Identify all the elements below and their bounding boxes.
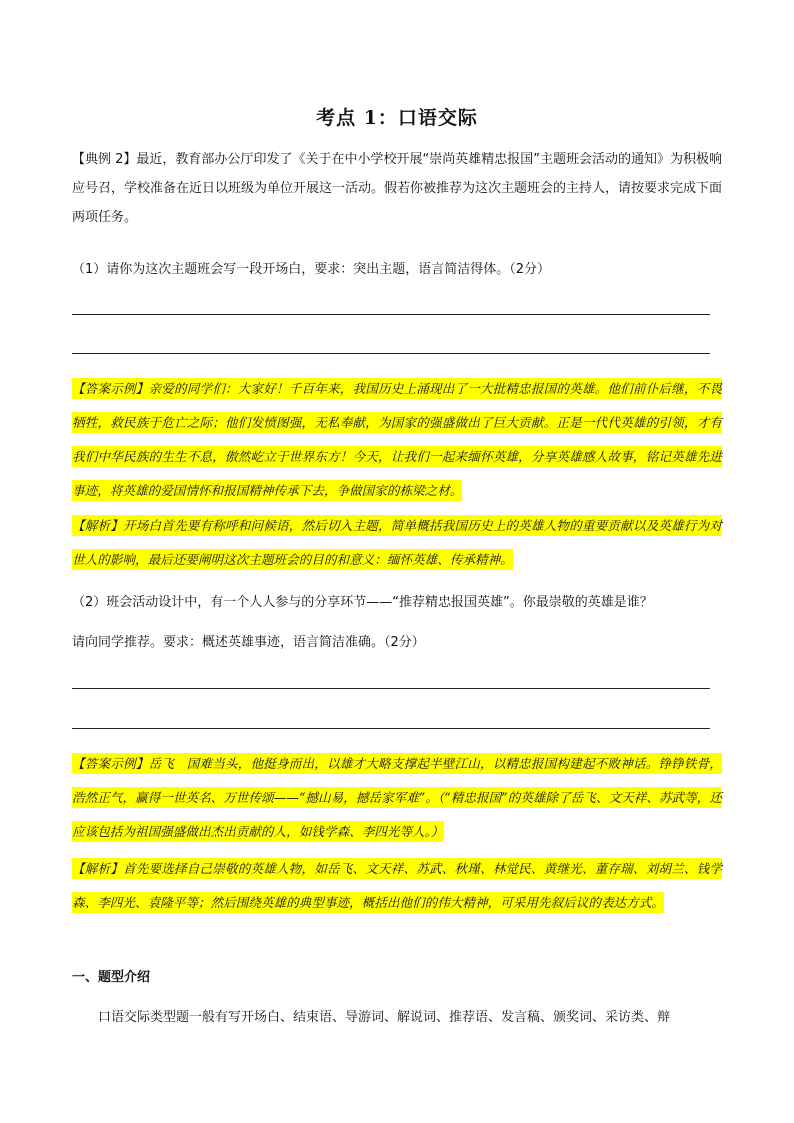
section-intro-text: 口语交际类型题一般有写开场白、结束语、导游词、解说词、推荐语、发言稿、颁奖词、采访类、辩 bbox=[98, 1010, 671, 1025]
answer-sample-2 bbox=[72, 747, 722, 849]
analysis-1 bbox=[72, 509, 722, 577]
example-intro: 【典例 2】最近，教育部办公厅印发了《关于在中小学校开展“崇尚英雄精忠报国”主题班会活动的通知》为积极响应号召，学校准备在近日以班级为单位开展这一活动。假若你被推荐为这次主题班会的主持人，请按要求完成下面两项任务。 bbox=[72, 152, 723, 225]
highlighted-text: 【解析】首先要选择自己崇敬的英雄人物，如岳飞、文天祥、苏武、秋瑾、林觉民、黄继光、董存瑞、刘胡兰、钱学森、李四光、袁隆平等；然后围绕英雄的典型事迹，概括出他们的伟大精神，可采用先叙后议的表达方式。 bbox=[72, 858, 722, 913]
answer-line bbox=[72, 314, 710, 315]
page-title: 考点 1：口语交际 bbox=[316, 107, 478, 129]
answer-sample-1 bbox=[72, 372, 722, 508]
question-2-line-2: 请向同学推荐。要求：概述英雄事迹，语言简洁准确。（2分） bbox=[72, 635, 425, 650]
answer-line bbox=[72, 353, 710, 354]
highlighted-text: 【解析】开场白首先要有称呼和问候语，然后切入主题，简单概括我国历史上的英雄人物的重要贡献以及英雄行为对世人的影响，最后还要阐明这次主题班会的目的和意义：缅怀英雄、传承精神。 bbox=[72, 515, 722, 570]
highlighted-text: 【答案示例】岳飞 国难当头，他挺身而出，以雄才大略支撑起半壁江山，以精忠报国构建起不败神话。铮铮铁骨，浩然正气，赢得一世英名、万世传颂——“撼山易，撼岳家军难”。（“精忠报国”的英雄除了岳飞、文天祥、苏武等，还应该包括为祖国强盛做出杰出贡献的人，如钱学森、李四光等人。） bbox=[72, 753, 722, 842]
question-2-line-1: （2）班会活动设计中，有一个人人参与的分享环节——“推荐精忠报国英雄”。你最崇敬的英雄是谁？ bbox=[72, 595, 653, 610]
analysis-2 bbox=[72, 852, 722, 920]
question-1: （1）请你为这次主题班会写一段开场白，要求：突出主题，语言简洁得体。（2分） bbox=[72, 262, 551, 277]
answer-line bbox=[72, 728, 710, 729]
section-heading: 一、题型介绍 bbox=[72, 970, 151, 985]
answer-line bbox=[72, 688, 710, 689]
highlighted-text: 【答案示例】亲爱的同学们：大家好！千百年来，我国历史上涌现出了一大批精忠报国的英雄。他们前仆后继，不畏牺牲，救民族于危亡之际；他们发愤图强，无私奉献，为国家的强盛做出了巨大贡献。正是一代代英雄的引领，才有我们中华民族的生生不息，傲然屹立于世界东方！今天，让我们一起来缅怀英雄，分享英雄感人故事，铭记英雄先进事迹，将英雄的爱国情怀和报国精神传承下去，争做国家的栋梁之材。 bbox=[72, 378, 722, 501]
